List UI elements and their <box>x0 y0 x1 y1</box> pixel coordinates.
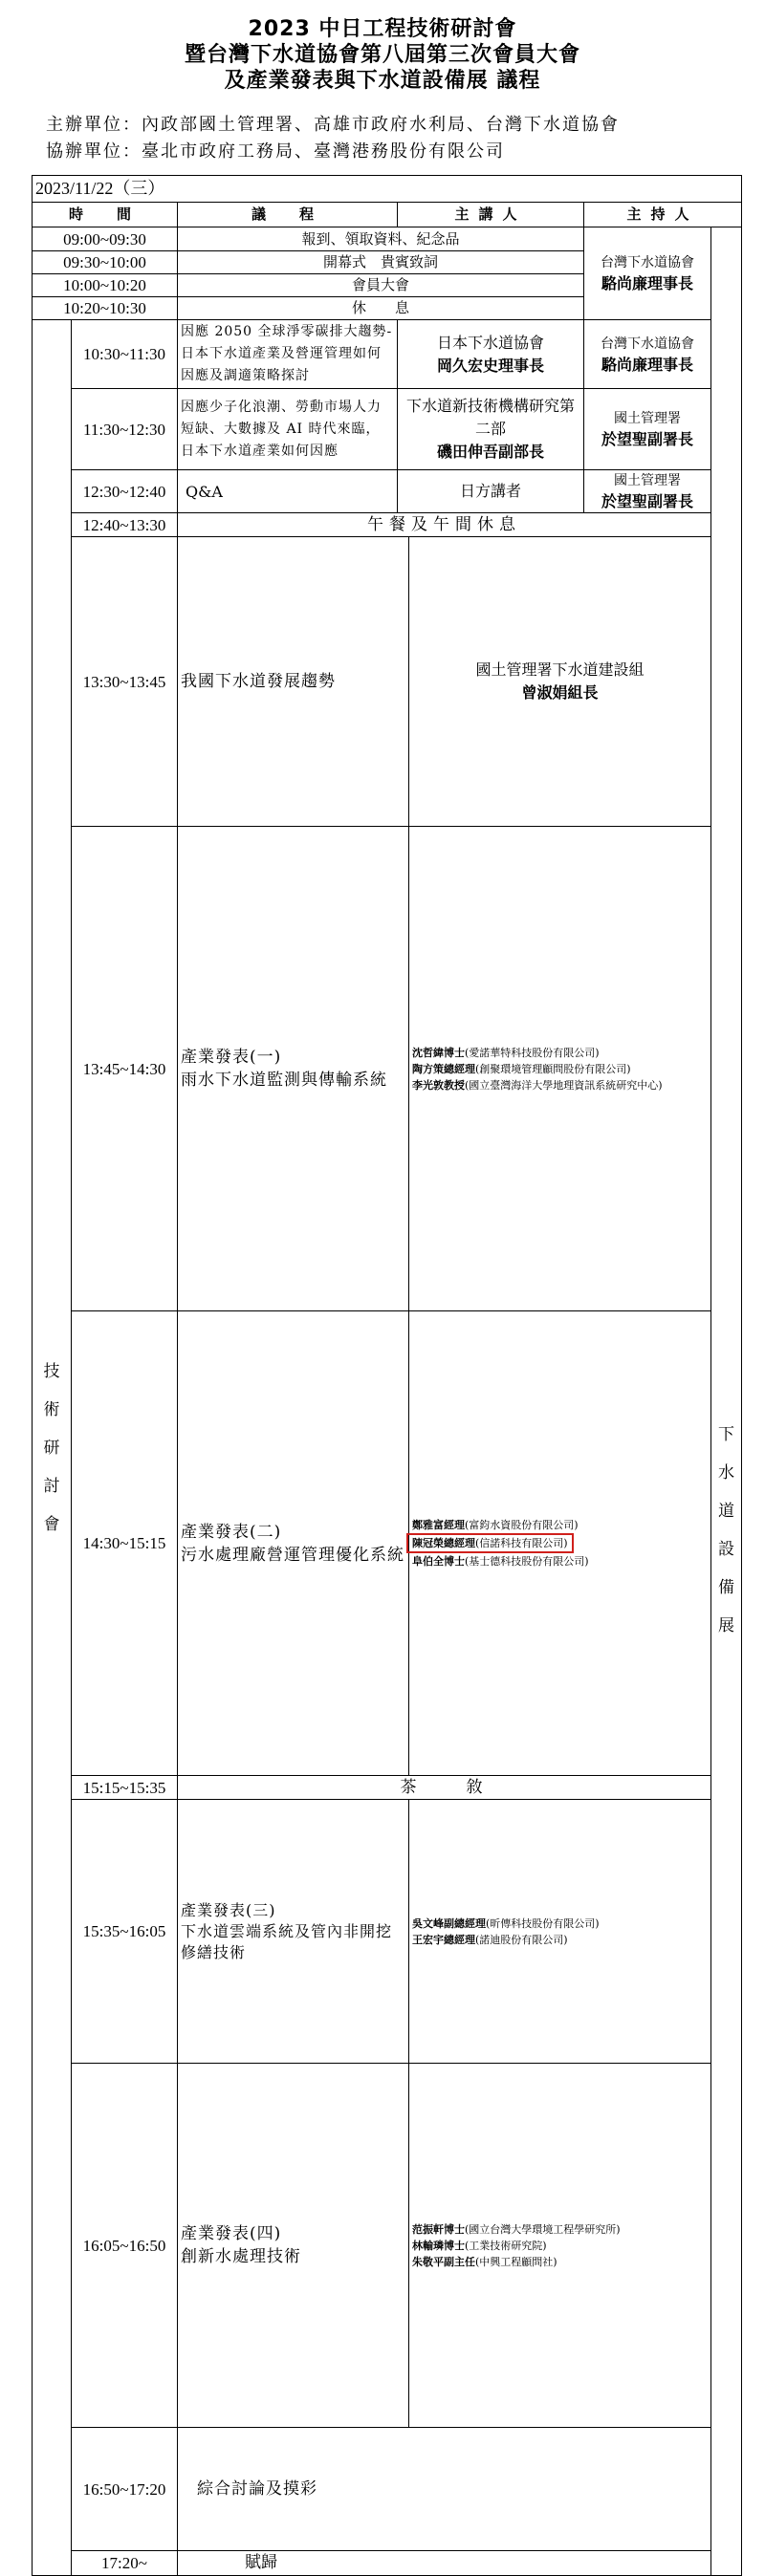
speaker-list <box>409 1311 711 1776</box>
seminar-char: 討 <box>43 1476 60 1496</box>
session-topic: 因應少子化浪潮、勞動市場人力短缺、大數據及 AI 時代來臨，日本下水道產業如何因應 <box>178 389 398 470</box>
presentation-label: 產業發表(一) <box>181 1048 282 1067</box>
time-slot: 13:30~13:45 <box>72 537 178 827</box>
speaker-cell <box>398 320 584 389</box>
speaker-org: 國土管理署下水道建設組 <box>475 660 645 679</box>
agenda-item: 報到、領取資料、紀念品 <box>178 227 584 251</box>
speaker-name: 陶方策總經理 <box>412 1062 475 1075</box>
expo-char: 備 <box>718 1578 735 1597</box>
speaker-org: 日本下水道協會 <box>436 333 544 352</box>
session-topic: 我國下水道發展趨勢 <box>178 537 409 827</box>
speaker-org: (愛諾華特科技股份有限公司) <box>465 1046 600 1059</box>
moderator-org: 台灣下水道協會 <box>601 255 694 271</box>
header-speaker: 主講人 <box>398 203 584 227</box>
speaker-name: 王宏宇總經理 <box>412 1933 475 1946</box>
speaker-entry <box>412 2238 708 2254</box>
presentation-topic: 創新水處理技術 <box>181 2247 301 2266</box>
discussion-item: 綜合討論及摸彩 <box>178 2428 711 2551</box>
speaker-entry <box>412 1553 708 1569</box>
presentation-title <box>178 1311 409 1776</box>
time-slot: 15:35~16:05 <box>72 1800 178 2064</box>
presentation-topic: 下水道雲端系統及管內非開挖修繕技術 <box>181 1921 393 1961</box>
presentation-topic: 污水處理廠營運管理優化系統 <box>181 1545 404 1565</box>
speaker-list <box>409 2064 711 2428</box>
speaker-entry <box>412 2221 708 2238</box>
session-topic: 因應 2050 全球淨零碳排大趨勢-日本下水道產業及營運管理如何因應及調適策略探討 <box>178 320 398 389</box>
moderator-org: 台灣下水道協會 <box>601 336 694 352</box>
time-slot: 09:00~09:30 <box>33 227 178 251</box>
expo-char: 下 <box>718 1425 735 1444</box>
speaker-entry <box>412 1916 708 1932</box>
speaker-name: 吳文峰副總經理 <box>412 1916 486 1930</box>
seminar-char: 術 <box>43 1399 60 1419</box>
lunch-break: 午餐及午間休息 <box>178 513 711 537</box>
seminar-char: 研 <box>43 1438 60 1458</box>
speaker-name: 岡久宏史理事長 <box>436 356 544 375</box>
time-slot: 16:50~17:20 <box>72 2428 178 2551</box>
moderator-name: 駱尚廉理事長 <box>601 274 693 292</box>
speaker-org: (富鈞水資股份有限公司) <box>465 1519 579 1531</box>
moderator-org: 國土管理署 <box>614 473 681 488</box>
return-item: 賦歸 <box>178 2551 711 2576</box>
speaker-entry <box>412 1061 708 1077</box>
time-slot: 16:05~16:50 <box>72 2064 178 2428</box>
speaker-org: (國立臺灣海洋大學地理資訊系統研究中心) <box>465 1078 663 1092</box>
moderator-name: 駱尚廉理事長 <box>601 355 693 374</box>
time-slot: 10:00~10:20 <box>33 274 178 297</box>
highlighted-speaker-entry <box>406 1533 574 1553</box>
expo-char: 展 <box>718 1616 735 1635</box>
time-slot: 11:30~12:30 <box>72 389 178 470</box>
speaker-org: (信諾科技有限公司) <box>475 1537 568 1549</box>
title-line-1: 2023 中日工程技術研討會 <box>248 17 517 41</box>
presentation-title <box>178 827 409 1311</box>
time-slot: 10:30~11:30 <box>72 320 178 389</box>
time-slot: 17:20~ <box>72 2551 178 2576</box>
speaker-org: (中興工程顧問社) <box>475 2255 557 2268</box>
presentation-title <box>178 1800 409 2064</box>
time-slot: 10:20~10:30 <box>33 297 178 320</box>
seminar-label-column <box>33 320 72 2576</box>
speaker-entry <box>412 1077 708 1093</box>
presentation-title <box>178 2064 409 2428</box>
header-moderator: 主持人 <box>584 203 742 227</box>
moderator-cell <box>584 227 711 320</box>
speaker-org: (工業技術研究院) <box>465 2239 547 2252</box>
agenda-item: 會員大會 <box>178 274 584 297</box>
speaker-name: 林輸璘博士 <box>412 2239 465 2252</box>
speaker-entry <box>412 2254 708 2270</box>
title-line-2: 暨台灣下水道協會第八屆第三次會員大會 <box>184 43 580 67</box>
speaker-name: 陳冠榮總經理 <box>412 1537 475 1549</box>
moderator-cell <box>584 389 711 470</box>
agenda-item: 開幕式 貴賓致詞 <box>178 251 584 274</box>
agenda-date: 2023/11/22（三） <box>33 176 742 203</box>
speaker-name: 范振軒博士 <box>412 2222 465 2236</box>
title-line-3: 及產業發表與下水道設備展 議程 <box>224 69 541 93</box>
moderator-name: 於望聖副署長 <box>601 492 693 510</box>
speaker-list <box>409 827 711 1311</box>
time-slot: 12:30~12:40 <box>72 470 178 513</box>
speaker-name: 朱敬平副主任 <box>412 2255 475 2268</box>
speaker-name: 鄭雅富經理 <box>412 1519 465 1531</box>
tea-break: 茶 敘 <box>178 1776 711 1800</box>
speaker-name: 日方講者 <box>398 470 584 513</box>
presentation-label: 產業發表(二) <box>181 1522 282 1542</box>
speaker-name: 曾淑娟組長 <box>521 683 599 702</box>
moderator-name: 於望聖副署長 <box>601 430 693 448</box>
speaker-name: 阜伯全博士 <box>412 1555 465 1568</box>
moderator-cell <box>584 470 711 513</box>
time-slot: 12:40~13:30 <box>72 513 178 537</box>
speaker-org: (昕傳科技股份有限公司) <box>486 1916 600 1930</box>
header-time: 時 間 <box>33 203 178 227</box>
speaker-entry <box>412 1932 708 1948</box>
speaker-name: 磯田伸吾副部長 <box>436 443 544 461</box>
speaker-entry <box>412 1045 708 1061</box>
speaker-org: (國立台灣大學環境工程學研究所) <box>465 2222 621 2236</box>
time-slot: 09:30~10:00 <box>33 251 178 274</box>
co-organizers: 協辦單位：臺北市政府工務局、臺灣港務股份有限公司 <box>46 141 505 162</box>
speaker-org: 下水道新技術機構研究第二部 <box>405 397 575 438</box>
presentation-topic: 雨水下水道監測與傳輸系統 <box>181 1071 387 1090</box>
speaker-org: (諾迪股份有限公司) <box>475 1933 568 1946</box>
expo-label-column <box>711 227 742 2576</box>
speaker-cell <box>409 537 711 827</box>
speaker-org: (創聚環境管理顧問股份有限公司) <box>475 1062 631 1075</box>
header-agenda: 議 程 <box>178 203 398 227</box>
time-slot: 13:45~14:30 <box>72 827 178 1311</box>
host-organizers: 主辦單位：內政部國土管理署、高雄市政府水利局、台灣下水道協會 <box>46 115 620 135</box>
time-slot: 15:15~15:35 <box>72 1776 178 1800</box>
expo-char: 水 <box>718 1463 735 1483</box>
session-topic: Q&A <box>178 470 398 513</box>
expo-char: 道 <box>718 1502 735 1521</box>
speaker-org: (基士德科技股份有限公司) <box>465 1555 589 1568</box>
presentation-label: 產業發表(三) <box>181 1900 276 1919</box>
speaker-name: 李光敦教授 <box>412 1078 465 1092</box>
speaker-entry <box>412 1517 708 1533</box>
speaker-list <box>409 1800 711 2064</box>
moderator-org: 國土管理署 <box>614 411 681 426</box>
time-slot: 14:30~15:15 <box>72 1311 178 1776</box>
speaker-cell <box>398 389 584 470</box>
moderator-cell <box>584 320 711 389</box>
presentation-label: 產業發表(四) <box>181 2224 282 2243</box>
speaker-name: 沈哲緯博士 <box>412 1046 465 1059</box>
agenda-table <box>32 175 742 2576</box>
expo-char: 設 <box>718 1540 735 1559</box>
seminar-char: 會 <box>43 1514 60 1534</box>
seminar-char: 技 <box>43 1361 60 1381</box>
agenda-item: 休 息 <box>178 297 584 320</box>
